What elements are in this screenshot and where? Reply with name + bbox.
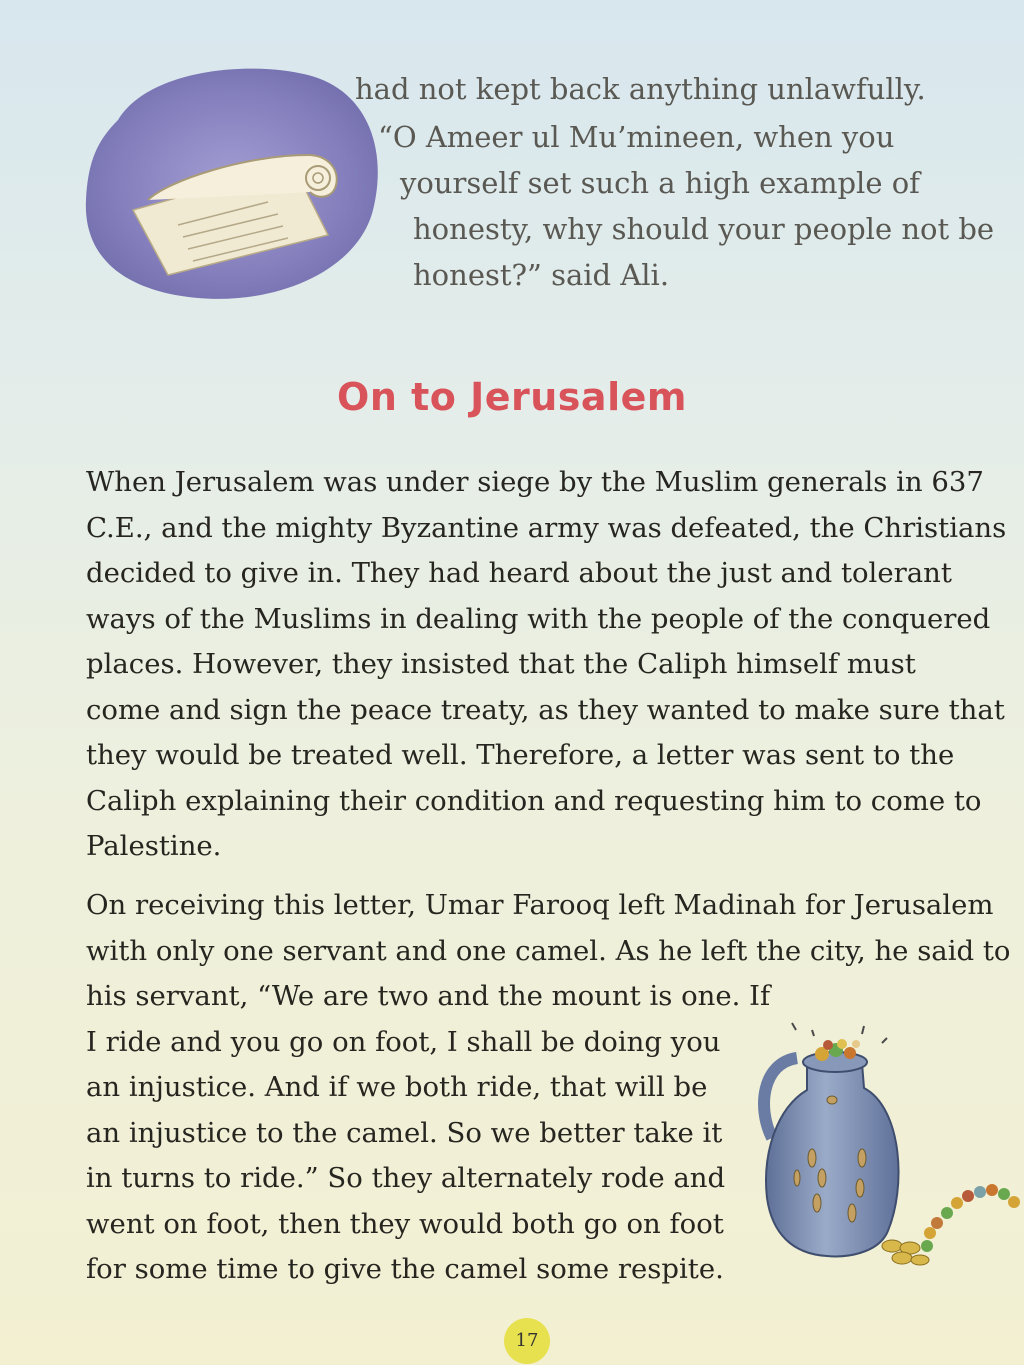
body-paragraph-1 — [86, 460, 1006, 870]
intro-line: yourself set such a high example of — [400, 166, 920, 200]
intro-line: “O Ameer ul Mu’mineen, when you — [378, 120, 895, 154]
jug-with-jewels-illustration — [752, 1018, 1022, 1273]
paragraph-line: ways of the Muslims in dealing with the people of the conquered — [86, 602, 991, 635]
section-title: On to Jerusalem — [337, 375, 687, 419]
scroll-illustration — [78, 60, 383, 305]
paragraph-line: On receiving this letter, Umar Farooq left Madinah for Jerusalem — [86, 889, 994, 921]
intro-line: honest?” said Ali. — [413, 258, 670, 292]
intro-line: had not kept back anything unlawfully. — [355, 72, 926, 106]
paragraph-line: come and sign the peace treaty, as they wanted to make sure that — [86, 693, 1005, 726]
paragraph-line: they would be treated well. Therefore, a letter was sent to the — [86, 739, 955, 771]
paragraph-line: with only one servant and one camel. As he left the city, he said to — [86, 934, 1011, 967]
paragraph-line: decided to give in. They had heard about the just and tolerant — [86, 557, 952, 589]
paragraph-line: in turns to ride.” So they alternately rode and — [86, 1162, 726, 1194]
paragraph-line: an injustice to the camel. So we better take it — [86, 1116, 723, 1149]
paragraph-line: Caliph explaining their condition and requesting him to come to — [86, 784, 982, 817]
paragraph-line: went on foot, then they would both go on foot — [86, 1207, 724, 1240]
paragraph-line: Palestine. — [86, 830, 222, 862]
paragraph-line: When Jerusalem was under siege by the Muslim generals in 637 — [86, 466, 984, 498]
paragraph-line: places. However, they insisted that the Caliph himself must — [86, 648, 916, 680]
paragraph-line: an injustice. And if we both ride, that will be — [86, 1071, 708, 1103]
page-number-badge: 17 — [504, 1318, 550, 1364]
paragraph-line: C.E., and the mighty Byzantine army was defeated, the Christians — [86, 511, 1007, 544]
intro-line: honesty, why should your people not be — [413, 212, 995, 246]
paragraph-line: I ride and you go on foot, I shall be doing you — [86, 1025, 721, 1058]
paragraph-line: his servant, “We are two and the mount is one. If — [86, 980, 771, 1012]
paragraph-line: for some time to give the camel some respite. — [86, 1253, 724, 1285]
